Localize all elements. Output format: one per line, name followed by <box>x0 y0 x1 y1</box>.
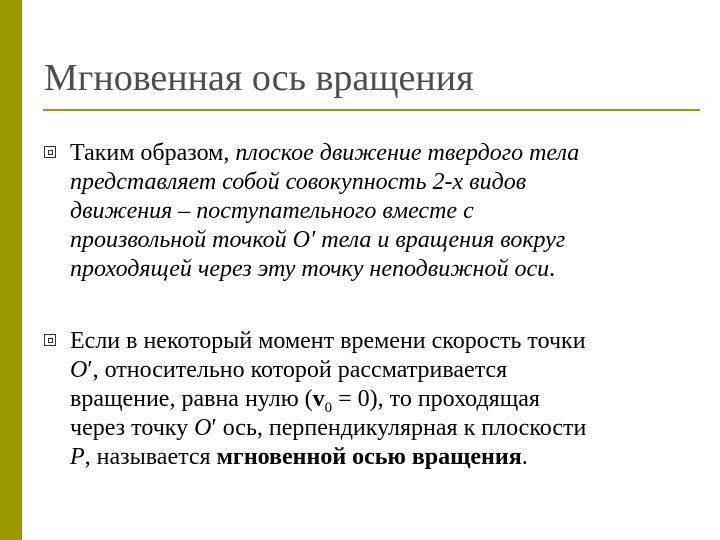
velocity-subscript: 0 <box>324 399 333 416</box>
text-run: , относительно которой рассматривается <box>92 357 508 383</box>
text-line: Если в некоторый момент времени скорость точки <box>70 328 586 354</box>
plane-p-symbol: P <box>70 444 85 470</box>
text-line: представляет собой совокупность 2-х видов <box>70 169 527 195</box>
text-run: , называется <box>84 444 211 470</box>
point-o-symbol: O <box>292 227 310 253</box>
point-o-symbol: O <box>70 357 88 383</box>
text-run: вращение, равна нулю ( <box>70 386 313 412</box>
text-run: тела и вращения вокруг <box>321 227 566 253</box>
text-run: через точку <box>70 415 189 441</box>
square-bullet-icon <box>44 146 56 158</box>
title-underline <box>43 109 700 111</box>
prime-mark: ′ <box>211 415 217 441</box>
text-line <box>70 443 690 472</box>
italic-run: проходящей через эту точку неподвижной оси <box>70 256 550 282</box>
point-o-symbol: O <box>194 415 212 441</box>
bold-term: мгновенной осью вращения <box>216 444 522 470</box>
bullet-2-text <box>70 327 690 472</box>
prime-mark: ′ <box>309 227 316 253</box>
text-line <box>70 139 690 168</box>
text-line <box>70 356 690 385</box>
text-line <box>70 255 690 284</box>
text-line: движения – поступательного вместе с <box>70 198 474 224</box>
italic-run: плоское движение твердого тела <box>235 140 580 166</box>
square-bullet-icon <box>44 334 56 346</box>
slide-title: Мгновенная ось вращения <box>44 57 474 99</box>
bullet-1-text <box>70 139 690 284</box>
text-line <box>70 414 690 443</box>
velocity-symbol: v <box>312 386 325 412</box>
prime-mark: ′ <box>87 357 93 383</box>
text-run: . <box>549 256 556 282</box>
text-line <box>70 226 690 255</box>
text-run: . <box>521 444 528 470</box>
text-run: = 0), то проходящая <box>332 386 540 412</box>
left-accent-bar <box>0 0 22 540</box>
text-run: ось, перпендикулярная к плоскости <box>222 415 587 441</box>
text-line <box>70 385 690 414</box>
text-run: произвольной точкой <box>70 227 287 253</box>
text-run: Таким образом, <box>70 140 230 166</box>
